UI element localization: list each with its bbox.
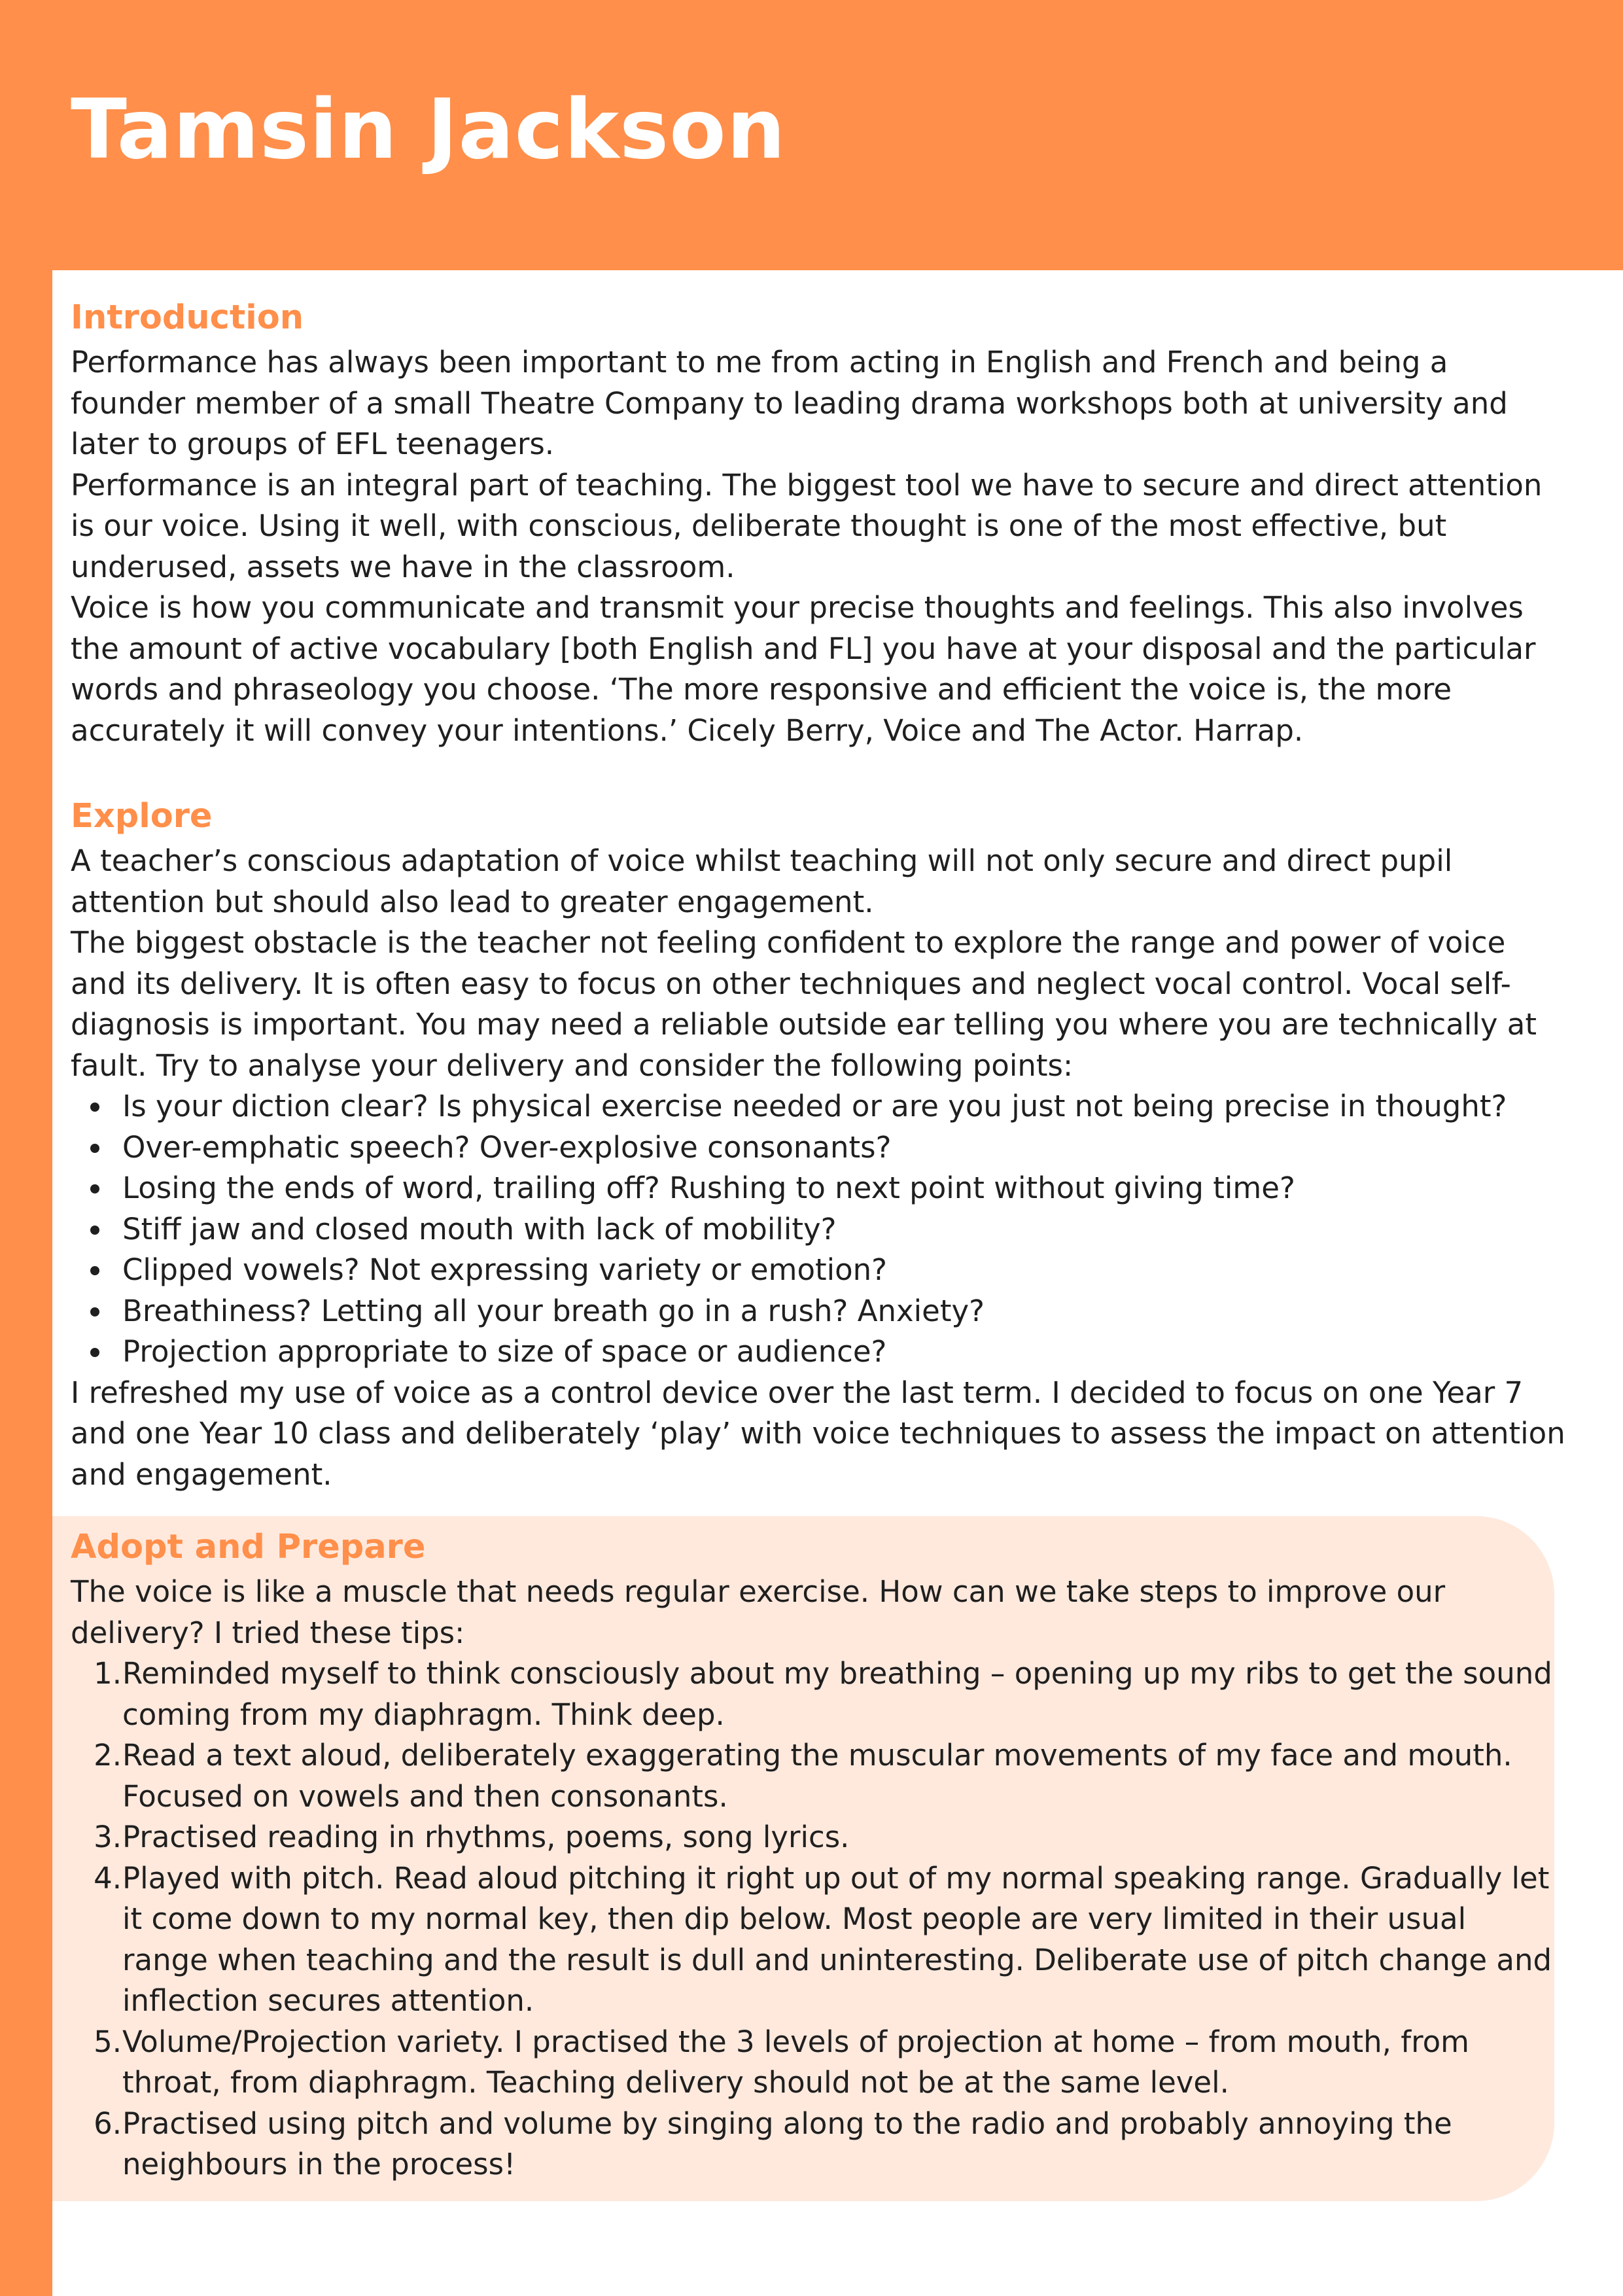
list-item-text: Practised reading in rhythms, poems, song lyrics. <box>122 1820 850 1854</box>
paragraph: I refreshed my use of voice as a control device over the last term. I decided to focus on one Year 7 and one Year 10 class and deliberately ‘play’ with voice techniques to assess the impact on attention and engagement. <box>71 1375 1565 1492</box>
adopt-section <box>71 1523 1556 2185</box>
bullet-list <box>71 1086 1569 1373</box>
list-item-text: Reminded myself to think consciously about my breathing – opening up my ribs to get the sound coming from my diaphragm. Think deep. <box>122 1656 1552 1732</box>
list-item: Over-emphatic speech? Over-explosive consonants? <box>71 1127 1569 1169</box>
section-heading-explore: Explore <box>71 797 213 836</box>
list-item-text: Practised using pitch and volume by singing along to the radio and probably annoying the neighbours in the process! <box>122 2106 1452 2181</box>
header-banner <box>0 0 1623 270</box>
side-accent-bar <box>0 270 52 2296</box>
paragraph: Voice is how you communicate and transmit your precise thoughts and feelings. This also involves the amount of active vocabulary [both English and FL] you have at your disposal and the particular words and phraseology you choose. ‘The more responsive and efficient the voice is, the more accurately it will convey your intentions.’ Cicely Berry, Voice and The Actor. Harrap. <box>71 590 1536 748</box>
numbered-list <box>71 1653 1556 2185</box>
list-item-text: Played with pitch. Read aloud pitching it right up out of my normal speaking range. Gradually let it come down to my normal key, then dip below. Most people are very limited in their usual range when teaching and the result is dull and uninteresting. Deliberate use of pitch change and inflection secures attention. <box>122 1860 1552 2018</box>
main-content <box>71 293 1569 1495</box>
list-number: 1. <box>94 1656 122 1691</box>
paragraph: The biggest obstacle is the teacher not feeling confident to explore the range and power of voice and its delivery. It is often easy to focus on other techniques and neglect vocal control. Vocal self-diagnosis is important. You may need a reliable outside ear telling you where you are technically at fault. Try to analyse your delivery and consider the following points: <box>71 925 1537 1083</box>
list-item <box>71 1817 1556 1858</box>
paragraph: The voice is like a muscle that needs regular exercise. How can we take steps to improve our delivery? I tried these tips: <box>71 1574 1446 1650</box>
list-item <box>71 2104 1556 2185</box>
page-title: Tamsin Jackson <box>71 81 786 177</box>
list-item <box>71 2022 1556 2104</box>
list-number: 4. <box>94 1860 122 1896</box>
introduction-section <box>71 293 1569 751</box>
list-item-text: Volume/Projection variety. I practised the 3 levels of projection at home – from mouth, from throat, from diaphragm. Teaching delivery should not be at the same level. <box>122 2024 1469 2100</box>
list-item <box>71 1653 1556 1735</box>
section-heading-adopt: Adopt and Prepare <box>71 1528 426 1566</box>
paragraph: A teacher’s conscious adaptation of voice whilst teaching will not only secure and direct pupil attention but should also lead to greater engagement. <box>71 843 1453 919</box>
list-number: 6. <box>94 2106 122 2141</box>
list-item: Stiff jaw and closed mouth with lack of mobility? <box>71 1209 1569 1250</box>
explore-section <box>71 792 1569 1495</box>
section-heading-introduction: Introduction <box>71 298 304 337</box>
list-number: 5. <box>94 2024 122 2059</box>
list-item <box>71 1735 1556 1817</box>
list-number: 2. <box>94 1738 122 1773</box>
list-item: Projection appropriate to size of space or audience? <box>71 1332 1569 1373</box>
list-item-text: Read a text aloud, deliberately exaggerating the muscular movements of my face and mouth. Focused on vowels and then consonants. <box>122 1738 1512 1814</box>
list-item <box>71 1858 1556 2022</box>
list-item: Is your diction clear? Is physical exercise needed or are you just not being precise in thought? <box>71 1086 1569 1127</box>
list-item: Losing the ends of word, trailing off? Rushing to next point without giving time? <box>71 1168 1569 1209</box>
list-item: Clipped vowels? Not expressing variety or emotion? <box>71 1250 1569 1291</box>
list-number: 3. <box>94 1820 122 1854</box>
list-item: Breathiness? Letting all your breath go in a rush? Anxiety? <box>71 1291 1569 1332</box>
paragraph: Performance is an integral part of teaching. The biggest tool we have to secure and direct attention is our voice. Using it well, with conscious, deliberate thought is one of the most effective, but underused, assets we have in the classroom. <box>71 467 1543 584</box>
paragraph: Performance has always been important to me from acting in English and French and being a founder member of a small Theatre Company to leading drama workshops both at university and later to groups of EFL teenagers. <box>71 345 1508 461</box>
